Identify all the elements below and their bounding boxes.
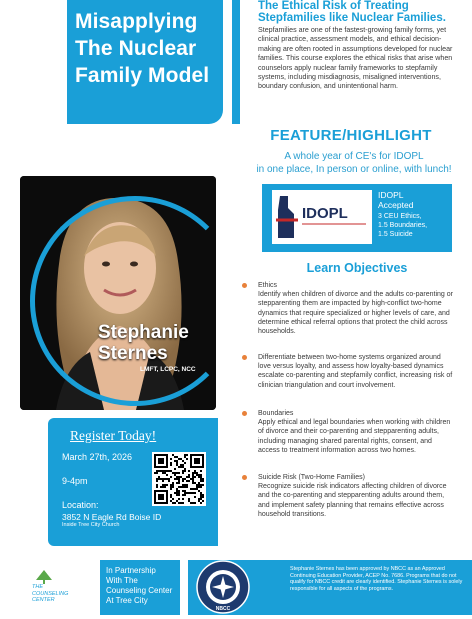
bullet-icon [242, 355, 247, 360]
idopl-accepted [378, 190, 413, 210]
feature-sub-line-1: A whole year of CE's for IDOPL [284, 151, 424, 162]
title-banner [67, 0, 223, 124]
subtitle-line-2: Stepfamilies like Nuclear Families. [258, 12, 446, 24]
objective-body: Recognize suicide risk indicators affecting children of divorce and the co-parenting and stepparenting adults around them, and implement safety planning that remains effective across household transitions. [258, 483, 447, 518]
nbcc-seal-text: NBCC [215, 606, 231, 612]
counseling-logo-line-1: THE [32, 584, 43, 590]
partner-text [106, 566, 186, 606]
idopl-accepted-line-2: Accepted [378, 200, 414, 210]
photo-accent-ring [30, 196, 240, 406]
qr-code[interactable] [152, 452, 206, 506]
idaho-state-icon [272, 190, 372, 244]
speaker-name [98, 322, 189, 364]
speaker-first-name: Stephanie [98, 322, 189, 343]
course-description: Stepfamilies are one of the fastest-growing family forms, yet clinical practice, assessment models, and ethical decision-making are often rooted in assumptions developed for nuclear families. This course explores the ethical risks that arise when counselors apply nuclear family frameworks to stepfamily systems, including misdiagnosis, misaligned interventions, boundary confusion, and unintentional harm. [258, 26, 453, 91]
feature-sub-line-2: in one place, In person or online, with lunch! [256, 164, 452, 175]
idopl-logo [272, 190, 372, 244]
partner-line-2: With The [106, 576, 138, 585]
idopl-logo-text: IDOPL [302, 205, 348, 222]
counseling-logo-line-2: COUNSELING [32, 590, 69, 597]
speaker-last-name: Sternes [98, 343, 168, 364]
objective-body: Differentiate between two-home systems organized around love versus loyalty, and assess how loyalty-based dynamics escalate co-parenting and stepfamily conflict, increasing risk of clinician triangulation and court involvement. [258, 354, 453, 389]
nbcc-approval-text: Stephanie Sternes has been approved by NBCC as an Approved Continuing Education Provider, ACEP No. 7686. Programs that do not qualify for NBCC credit are clearly identified. Stephanie Sternes is solely responsible for all aspects of the programs. [290, 566, 463, 592]
subtitle-line-1: The Ethical Risk of Treating [258, 0, 409, 12]
objective-body: Identify when children of divorce and the adults co-parenting or stepparenting them are impacted by high-conflict two-home dynamics that require specialized or higher levels of care, and determine ethical referral options that protect the child across households. [258, 291, 453, 336]
objective-item [258, 353, 454, 390]
idopl-credit-item: 3 CEU Ethics, [378, 213, 422, 220]
qr-code-icon [154, 454, 204, 504]
objective-title: Boundaries [258, 410, 294, 417]
bullet-icon [242, 475, 247, 480]
feature-heading: FEATURE/HIGHLIGHT [270, 127, 432, 144]
counseling-logo-line-3: CENTER [32, 597, 55, 603]
feature-subtext [248, 150, 460, 176]
idopl-credit-list [378, 212, 427, 239]
location-address: 3852 N Eagle Rd Boise ID [62, 512, 162, 522]
title-line-2: The Nuclear [75, 37, 197, 60]
objective-body: Apply ethical and legal boundaries when working with children of divorce and their co-parenting and stepparenting adults, including managing shared parental rights, consent, and access to treatment information across two homes. [258, 419, 451, 454]
objective-item [258, 281, 454, 336]
location-note: Inside Tree City Church [62, 522, 120, 528]
idopl-credit-item: 1.5 Suicide [378, 231, 413, 238]
accent-bar [232, 0, 240, 124]
partner-line-1: In Partnership [106, 566, 156, 575]
counseling-center-name [32, 584, 68, 604]
objective-title: Suicide Risk (Two-Home Families) [258, 474, 365, 481]
objectives-heading: Learn Objectives [306, 261, 408, 275]
speaker-credentials: LMFT, LCPC, NCC [140, 366, 196, 373]
event-date: March 27th, 2026 [62, 452, 133, 462]
tree-icon [34, 570, 54, 584]
objective-title: Ethics [258, 282, 278, 289]
objective-item [258, 409, 454, 455]
title-line-3: Family Model [75, 64, 210, 87]
partner-line-4: At Tree City [106, 596, 148, 605]
event-time: 9-4pm [62, 476, 88, 486]
idopl-credit-item: 1.5 Boundaries, [378, 222, 428, 229]
subtitle [258, 0, 458, 24]
location-label: Location: [62, 500, 99, 510]
nbcc-seal-icon [196, 560, 250, 614]
bullet-icon [242, 411, 247, 416]
title-line-1: Misapplying [75, 10, 198, 33]
objective-item [258, 473, 454, 519]
partner-line-3: Counseling Center [106, 586, 173, 595]
bullet-icon [242, 283, 247, 288]
register-link[interactable]: Register Today! [70, 428, 157, 443]
idopl-accepted-line-1: IDOPL [378, 190, 404, 200]
